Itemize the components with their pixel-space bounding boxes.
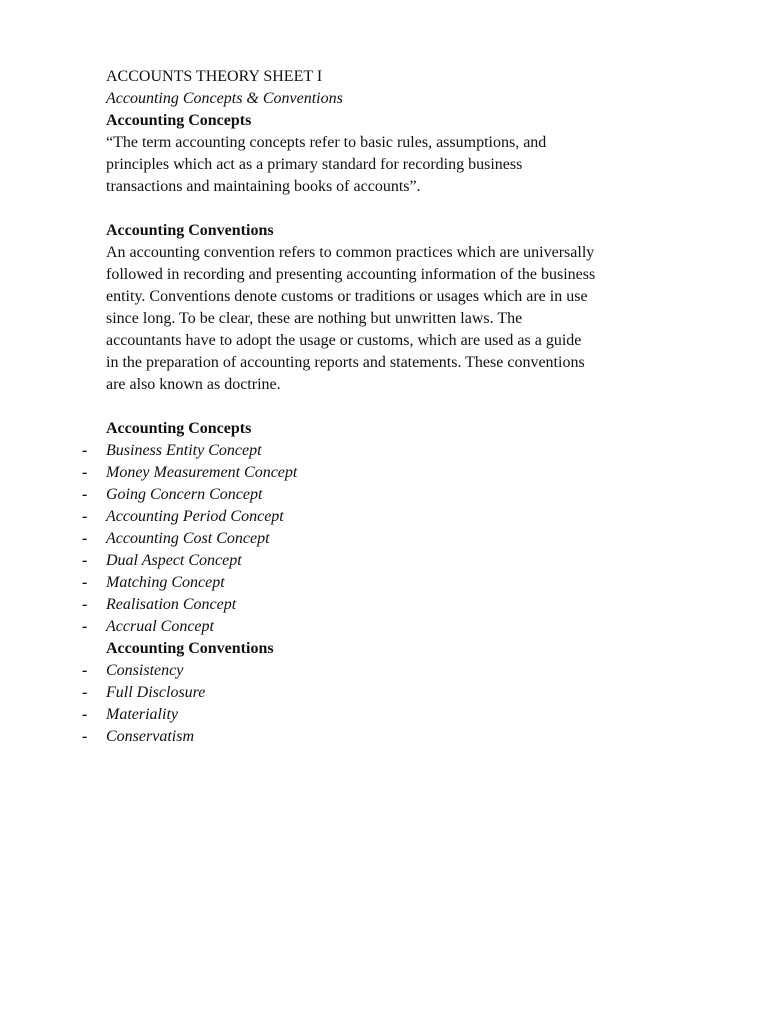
list-item-label: Accounting Period Concept (106, 508, 284, 525)
conventions-definition-paragraph (106, 242, 686, 396)
list-bullet: - (82, 552, 88, 569)
concepts-list (82, 440, 686, 638)
list-bullet: - (82, 596, 88, 613)
list-item-label: Business Entity Concept (106, 442, 262, 459)
list-bullet: - (82, 706, 88, 723)
paragraph-line: entity. Conventions denote customs or traditions or usages which are in use (106, 288, 588, 305)
paragraph-line: are also known as doctrine. (106, 376, 281, 393)
document-title: ACCOUNTS THEORY SHEET I (106, 68, 323, 85)
list-bullet: - (82, 464, 88, 481)
list-bullet: - (82, 508, 88, 525)
list-bullet: - (82, 442, 88, 459)
list-item (82, 462, 686, 484)
concepts-list-heading: Accounting Concepts (106, 420, 252, 437)
list-item (82, 528, 686, 550)
conventions-list (82, 660, 686, 748)
list-item-label: Accounting Cost Concept (106, 530, 270, 547)
paragraph-spacer (106, 396, 686, 418)
concepts-definition-paragraph (106, 132, 686, 198)
conventions-list-heading: Accounting Conventions (106, 640, 274, 657)
paragraph-line: principles which act as a primary standard for recording business (106, 156, 523, 173)
list-bullet: - (82, 618, 88, 635)
list-item (82, 704, 686, 726)
paragraph-line: accountants have to adopt the usage or customs, which are used as a guide (106, 332, 582, 349)
list-item (82, 594, 686, 616)
section-heading-conventions: Accounting Conventions (106, 222, 274, 239)
paragraph-line: “The term accounting concepts refer to basic rules, assumptions, and (106, 134, 547, 151)
list-item (82, 682, 686, 704)
list-item (82, 484, 686, 506)
list-item (82, 440, 686, 462)
list-item-label: Materiality (106, 706, 178, 723)
paragraph-spacer (106, 198, 686, 220)
list-bullet: - (82, 728, 88, 745)
list-bullet: - (82, 684, 88, 701)
list-item-label: Conservatism (106, 728, 194, 745)
list-item (82, 616, 686, 638)
paragraph-line: since long. To be clear, these are nothing but unwritten laws. The (106, 310, 523, 327)
list-item (82, 506, 686, 528)
list-bullet: - (82, 530, 88, 547)
list-item-label: Full Disclosure (106, 684, 206, 701)
paragraph-line: An accounting convention refers to common practices which are universally (106, 244, 595, 261)
list-item-label: Going Concern Concept (106, 486, 263, 503)
list-item-label: Accrual Concept (106, 618, 214, 635)
list-bullet: - (82, 662, 88, 679)
list-item (82, 726, 686, 748)
list-bullet: - (82, 574, 88, 591)
document-content (82, 66, 686, 748)
list-item-label: Realisation Concept (106, 596, 237, 613)
list-item (82, 572, 686, 594)
section-heading-concepts: Accounting Concepts (106, 112, 252, 129)
document-subtitle: Accounting Concepts & Conventions (106, 90, 343, 107)
list-bullet: - (82, 486, 88, 503)
list-item (82, 660, 686, 682)
list-item (82, 550, 686, 572)
paragraph-line: followed in recording and presenting accounting information of the business (106, 266, 596, 283)
list-item-label: Consistency (106, 662, 184, 679)
list-item-label: Money Measurement Concept (106, 464, 298, 481)
list-item-label: Dual Aspect Concept (106, 552, 242, 569)
paragraph-line: in the preparation of accounting reports and statements. These conventions (106, 354, 585, 371)
list-item-label: Matching Concept (106, 574, 225, 591)
paragraph-line: transactions and maintaining books of accounts”. (106, 178, 421, 195)
